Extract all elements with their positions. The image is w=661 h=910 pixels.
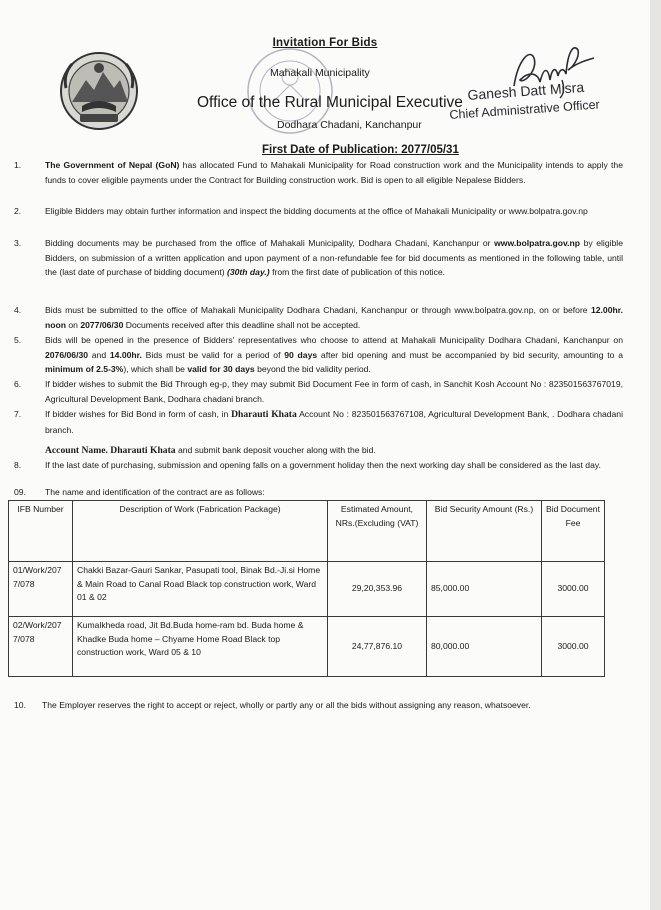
item-text-segment: and submit bank deposit voucher along with the bid. — [175, 445, 376, 455]
item-text-segment: Bids will be opened in the presence of Bidders' representatives who choose to attend at Mahakali Municipality Dodhara Chadani, Kanchanpur on — [45, 335, 623, 345]
page-edge — [650, 0, 661, 910]
item-number: 1. — [14, 160, 22, 170]
table-row — [9, 562, 605, 617]
item-text-segment: Account No : 823501563767108, Agricultural Development Bank, . Dodhara chadani branch. — [45, 409, 624, 435]
table-row — [9, 617, 605, 677]
item-text — [45, 377, 623, 406]
item-number: 8. — [14, 460, 22, 470]
item-text — [45, 158, 623, 187]
item-text-segment: beyond the bid validity period. — [254, 364, 371, 375]
item-text-segment: The name and identification of the contract are as follows: — [45, 487, 265, 497]
work-description: Chakki Bazar-Gauri Sankar, Pasupati tool, Binak Bd.-Ji.si Home & Main Road to Canal Road Black top construction work, Ward 01 & 02 — [73, 562, 328, 617]
bid-document-fee: 3000.00 — [542, 617, 605, 677]
nepal-emblem-icon — [58, 50, 140, 132]
office-address: Dodhara Chadani, Kanchanpur — [277, 119, 422, 131]
item-text-segment: Account Name. Dharauti Khata — [45, 445, 176, 456]
item-number: 10. — [14, 700, 26, 710]
item-number: 7. — [14, 409, 22, 419]
item-number: 6. — [14, 379, 22, 389]
table-header: Bid Security Amount (Rs.) — [427, 501, 542, 562]
item-text-segment: on — [66, 319, 81, 330]
item-number: 5. — [14, 335, 22, 345]
item-text-segment: 12.00hr. noon — [45, 305, 623, 330]
item-text-segment: Bids must be submitted to the office of Mahakali Municipality Dodhara Chadani, Kanchanpur or through www.bolpatra.gov.np, on or before — [45, 305, 591, 315]
item-text-segment: 90 days — [284, 349, 318, 360]
document-title: Invitation For Bids — [272, 37, 378, 49]
municipality-name: Mahakali Municipality — [270, 67, 370, 79]
table-header: IFB Number — [9, 501, 73, 562]
item-text-segment: 14.00hr. — [109, 349, 142, 360]
item-text-segment: minimum of 2.5-3% — [45, 364, 124, 375]
table-header-row — [9, 501, 605, 562]
item-text-segment: If bidder wishes for Bid Bond in form of cash, in — [45, 409, 232, 419]
item-text-segment: 2076/06/30 — [45, 349, 89, 360]
item-text-segment: by eligible Bidders, on submission of a written application and upon payment of a non-refundable fee for bid documents as mentioned in the following table, until the (last date of purchase of bidding document) — [45, 238, 623, 278]
item-text — [45, 443, 623, 459]
work-description: Kumalkheda road, Jit Bd.Buda home-ram bd. Buda home & Khadke Buda home – Chyame Home Road Black top construction work, Ward 05 & 10 — [73, 617, 328, 677]
item-number: 09. — [14, 487, 26, 497]
item-text-segment: The Government of Nepal (GoN) — [45, 160, 180, 170]
item-text-segment: and — [88, 349, 110, 360]
ifb-number: 01/Work/207 7/078 — [9, 562, 73, 617]
publication-date: First Date of Publication: 2077/05/31 — [262, 144, 459, 156]
item-text-segment: Documents received after this deadline shall not be accepted. — [123, 319, 361, 330]
item-text — [45, 407, 623, 437]
item-text-segment: If the last date of purchasing, submission and opening falls on a government holiday then the next working day shall be considered as the last day. — [45, 460, 601, 470]
signatory-title: Chief Administrative Officer — [449, 97, 601, 122]
item-text-segment: Bids must be valid for a period of — [141, 349, 285, 360]
item-text: The Employer reserves the right to accept or reject, wholly or partly any or all the bids without assigning any reason, whatsoever. — [42, 700, 531, 710]
table-header: Description of Work (Fabrication Package) — [73, 501, 328, 562]
office-name: Office of the Rural Municipal Executive — [197, 94, 463, 111]
item-text-segment: valid for 30 days — [187, 364, 255, 375]
item-text — [45, 236, 623, 280]
item-text-segment: 2077/06/30 — [80, 319, 124, 330]
item-text — [45, 458, 623, 473]
item-text-segment: from the first date of publication of this notice. — [269, 267, 445, 278]
bid-security-amount: 85,000.00 — [427, 562, 542, 617]
item-text — [45, 303, 623, 332]
item-text — [45, 333, 623, 377]
estimated-amount: 29,20,353.96 — [328, 562, 427, 617]
ifb-number: 02/Work/207 7/078 — [9, 617, 73, 677]
bid-document-fee: 3000.00 — [542, 562, 605, 617]
item-text-segment: ), which shall be — [123, 364, 188, 375]
item-text-segment: www.bolpatra.gov.np — [494, 238, 581, 248]
item-text-segment: has allocated Fund to Mahakali Municipality for Road construction work and the Municipality intends to apply the funds to cover eligible payments under the Contract for Building construction work. Bid is open to all eligible Nepalese Bidders. — [45, 160, 623, 185]
contract-table — [8, 500, 605, 677]
signatory-name: Ganesh Datt Misra — [467, 78, 585, 103]
item-text-segment: (30th day.) — [227, 267, 270, 278]
item-number: 4. — [14, 305, 22, 315]
estimated-amount: 24,77,876.10 — [328, 617, 427, 677]
table-header: Bid Document Fee — [542, 501, 605, 562]
item-number: 2. — [14, 206, 22, 216]
item-text — [45, 485, 623, 500]
item-number: 3. — [14, 238, 22, 248]
table-header: Estimated Amount, NRs.(Excluding (VAT) — [328, 501, 427, 562]
item-text-segment: after bid opening and must be accompanied by bid security, amounting to a — [317, 349, 623, 360]
item-text-segment: Dharauti Khata — [231, 409, 297, 420]
item-text-segment: If bidder wishes to submit the Bid Through eg-p, they may submit Bid Document Fee in form of cash, in Sanchit Kosh Account No : 823501563767019, Agricultural Development Bank, Dodhara chadani branch. — [45, 379, 623, 404]
bid-security-amount: 80,000.00 — [427, 617, 542, 677]
item-text-segment: Eligible Bidders may obtain further information and inspect the bidding documents at the office of Mahakali Municipality or www.bolpatra.gov.np — [45, 206, 588, 216]
item-text — [45, 204, 623, 219]
item-text-segment: Bidding documents may be purchased from the office of Mahakali Municipality, Dodhara Chadani, Kanchanpur or — [45, 238, 495, 248]
